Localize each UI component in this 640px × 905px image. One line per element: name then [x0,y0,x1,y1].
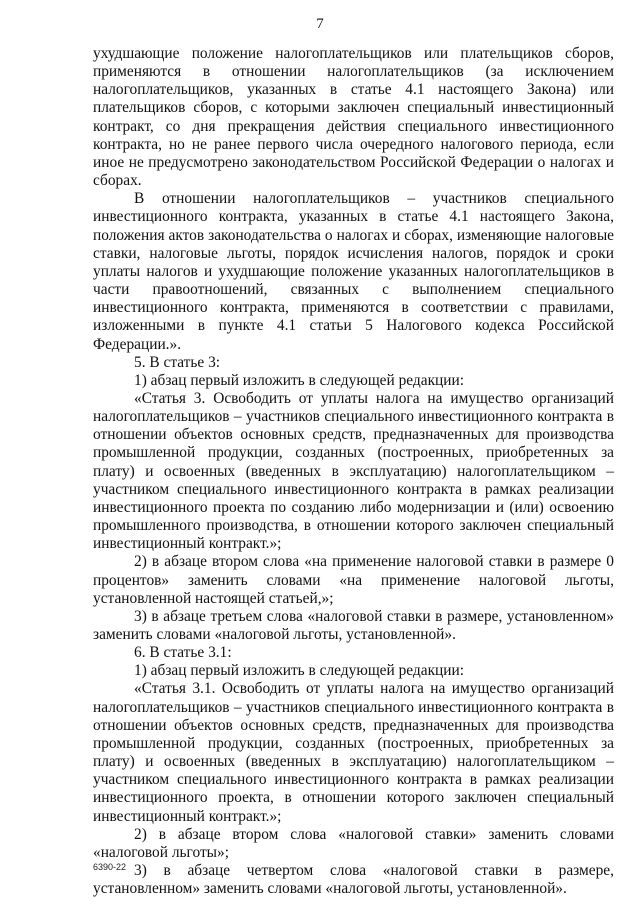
paragraph: 1) абзац первый изложить в следующей редакции: [134,662,465,680]
document-code: 6390-22 [93,862,127,872]
paragraph: 5. В статье 3: [134,353,221,371]
page-number: 7 [316,16,324,32]
paragraph: В отношении налогоплательщиков – участников специального инвестиционного контракта, указанных в статье 4.1 настоящего Закона, положения актов законодательства о налогах и сборах, изменяющие налоговые ставки, налоговые льготы, порядок исчисления налогов, порядок и сроки уплаты налогов и ухудшающие положение указанных налогоплательщиков в части правоотношений, связанных с выполнением специального инвестиционного контракта, применяются в соответствии с правилами, изложенными в пункте 4.1 статьи 5 Налогового кодекса Российской Федерации.». [93,190,614,353]
paragraph: «Статья 3. Освободить от уплаты налога на имущество организаций налогоплательщиков – участников специального инвестиционного контракта в отношении объектов основных средств, предназначенных для производства промышленной продукции, созданных (построенных, приобретенных за плату) и освоенных (введенных в эксплуатацию) налогоплательщиком – участником специального инвестиционного контракта в рамках реализации инвестиционного проекта по созданию либо модернизации и (или) освоению промышленного производства, в отношении которого заключен специальный инвестиционный контракт.»; [93,389,614,553]
paragraph: «Статья 3.1. Освободить от уплаты налога на имущество организаций налогоплательщиков – участников специального инвестиционного контракта в отношении объектов основных средств, предназначенных для производства промышленной продукции, созданных (построенных, приобретенных за плату) и освоенных (введенных в эксплуатацию) налогоплательщиком – участником специального инвестиционного контракта в рамках реализации инвестиционного проекта, в отношении которого заключен специальный инвестиционный контракт.»; [93,680,614,825]
paragraph: 2) в абзаце втором слова «налоговой ставки» заменить словами «налоговой льготы»; [93,825,614,861]
paragraph: 2) в абзаце втором слова «на применение налоговой ставки в размере 0 процентов» заменить словами «на применение налоговой льготы, установленной настоящей статьей,»; [93,553,614,607]
paragraph: 3) в абзаце третьем слова «налоговой ставки в размере, установленном» заменить словами «налоговой льготы, установленной». [93,607,614,643]
paragraph: 1) абзац первый изложить в следующей редакции: [134,371,465,389]
document-body [93,45,614,898]
paragraph: ухудшающие положение налогоплательщиков или плательщиков сборов, применяются в отношении налогоплательщиков (за исключением налогоплательщиков, указанных в статье 4.1 настоящего Закона) или плательщиков сборов, с которыми заключен специальный инвестиционный контракт, со дня прекращения действия специального инвестиционного контракта, но не ранее первого числа очередного налогового периода, если иное не предусмотрено законодательством Российской Федерации о налогах и сборах. [93,45,614,190]
paragraph: 6. В статье 3.1: [134,644,232,662]
paragraph: 3) в абзаце четвертом слова «налоговой ставки в размере, установленном» заменить словами «налоговой льготы, установленной». [93,862,614,898]
